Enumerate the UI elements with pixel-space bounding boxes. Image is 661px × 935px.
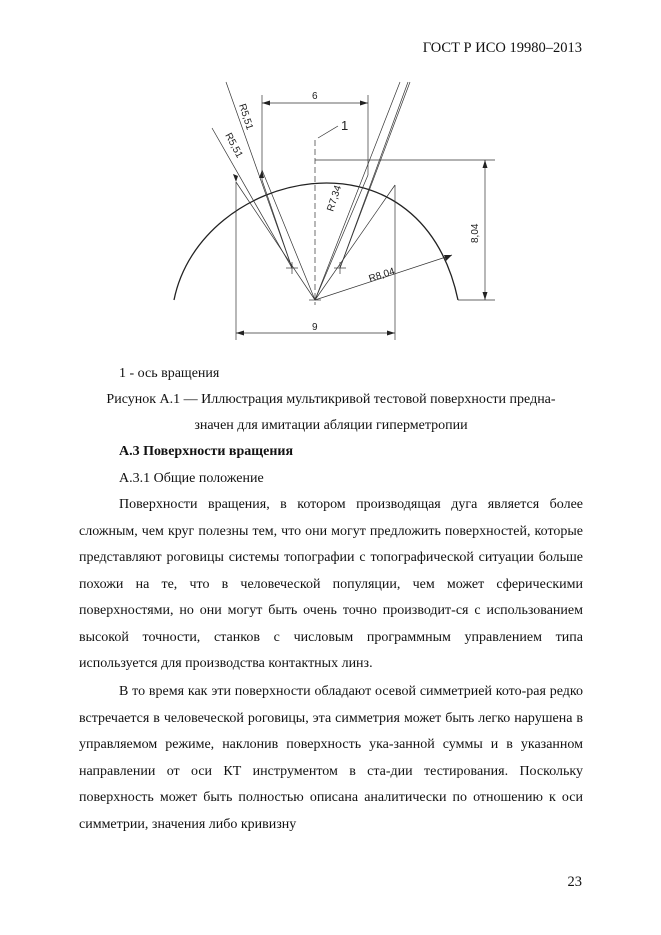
dimension-bottom-width: 9 (312, 322, 318, 333)
paragraph-2: В то время как эти поверхности обладают осевой симметрией кото-рая редко встречается в человеческой роговицы, эта симметрия может быть легко нарушена в управляемом режиме, наклонив поверхность ука-занной суммы и в указанном направлении от оси КТ инструментом в ста-дии тестирования. Поскольку поверхность может быть полностью описана аналитически по отношению к оси симметрии, значения либо кривизну (79, 684, 583, 832)
paragraph-1: Поверхности вращения, в котором производящая дуга является более сложным, чем круг полезны тем, что они могут предложить поверхностей, которые представляют роговицы системы топографии с топографической ситуации больше похожи на те, что в человеческой популяции, чем может сферическими поверхностями, но они могут быть очень точно производит-ся с использованием высокой точности, станков с числовым программным управлением типа используется для производства контактных линз. (79, 497, 583, 671)
section-title: А.3 Поверхности вращения (119, 444, 294, 459)
radius-label-left-outer: R5,51 (236, 102, 255, 132)
surface-profile-arc (174, 183, 458, 300)
radius-label-center: R7,34 (325, 184, 345, 213)
figure-caption-line1: Рисунок А.1 — Иллюстрация мультикривой тестовой поверхности предна- (106, 392, 556, 407)
figure-legend: 1 - ось вращения (119, 366, 220, 381)
figure-caption-line2: значен для имитации абляции гиперметропии (194, 418, 468, 433)
page-number: 23 (567, 874, 582, 890)
callout-number: 1 (341, 118, 349, 133)
document-header: ГОСТ Р ИСО 19980–2013 (422, 40, 582, 56)
radius-label-left-inner: R5,51 (222, 131, 245, 160)
multicurve-surface-figure (0, 0, 661, 360)
dimension-height: 8,04 (470, 223, 481, 243)
radius-label-outer: R8,04 (367, 266, 397, 285)
dimension-top-width: 6 (312, 91, 318, 102)
subsection-title: А.3.1 Общие положение (119, 471, 264, 486)
